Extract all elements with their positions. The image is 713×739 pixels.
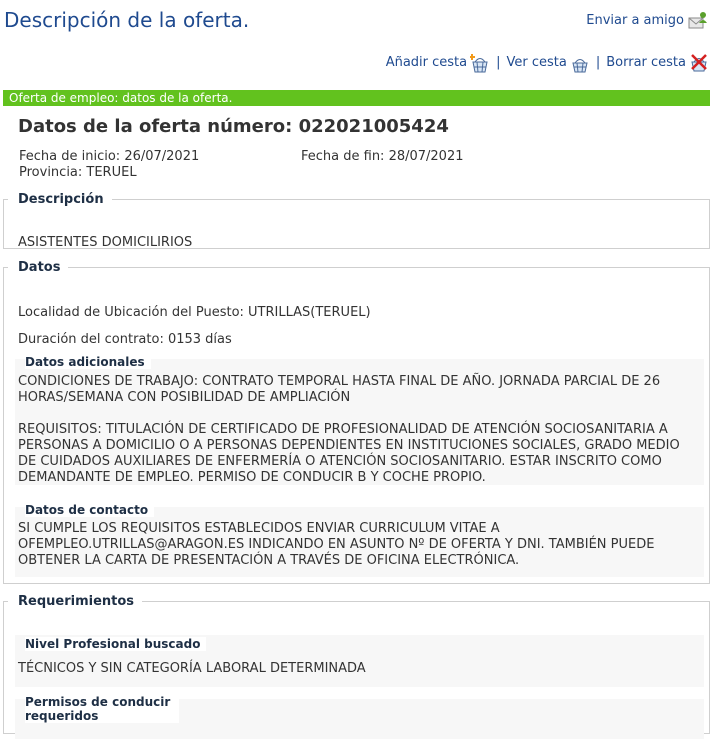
datos-adicionales-label: Datos adicionales	[25, 355, 151, 369]
clear-cart-link[interactable]: Borrar cesta	[606, 54, 686, 70]
datos-adicionales-panel	[15, 355, 704, 485]
localidad-text: Localidad de Ubicación del Puesto: UTRILLAS(TERUEL)	[18, 305, 371, 320]
cart-toolbar	[386, 52, 709, 72]
add-cart-link[interactable]: Añadir cesta	[385, 54, 468, 70]
cart-separator: |	[496, 54, 501, 70]
datos-contacto-label: Datos de contacto	[25, 503, 154, 517]
page-title: Descripción de la oferta.	[4, 8, 250, 32]
requerimientos-panel	[3, 594, 710, 734]
clear-cart-item[interactable]	[606, 52, 709, 72]
start-date: Fecha de inicio: 26/07/2021	[19, 149, 200, 164]
datos-panel	[3, 260, 710, 584]
datos-contacto-panel	[15, 503, 704, 577]
view-cart-icon[interactable]	[570, 52, 590, 72]
descripcion-panel	[3, 192, 710, 249]
duracion-text: Duración del contrato: 0153 días	[18, 332, 232, 347]
nivel-profesional-label: Nivel Profesional buscado	[25, 637, 206, 651]
send-to-friend[interactable]	[586, 10, 708, 30]
section-bar: Oferta de empleo: datos de la oferta.	[3, 90, 710, 106]
datos-adicionales-text: CONDICIONES DE TRABAJO: CONTRATO TEMPORAL HASTA FINAL DE AÑO. JORNADA PARCIAL DE 26 HORAS/SEMANA CON POSIBILIDAD DE AMPLIACIÓN REQUISITOS: TITULACIÓN DE CERTIFICADO DE PROFESIONALIDAD DE ATENCIÓN SOCIOSANITARIA A PERSONAS A DOMICILIO O A PERSONAS DEPENDIENTES EN INSTITUCIONES SOCIALES, GRADO MEDIO DE CUIDADOS AUXILIARES DE ENFERMERÍA O ATENCIÓN SOCIOSANITARIO. ESTAR INSCRITO COMO DEMANDANTE DE EMPLEO. PERMISO DE CONDUCIR B Y COCHE PROPIO.	[18, 374, 680, 485]
clear-cart-icon[interactable]	[689, 52, 709, 72]
datos-contacto-text: SI CUMPLE LOS REQUISITOS ESTABLECIDOS ENVIAR CURRICULUM VITAE A OFEMPLEO.UTRILLAS@ARAGON.ES INDICANDO EN ASUNTO Nº DE OFERTA Y DNI. TAMBIÉN PUEDE OBTENER LA CARTA DE PRESENTACIÓN A TRAVÉS DE OFICINA ELECTRÓNICA.	[18, 521, 655, 568]
province: Provincia: TERUEL	[19, 165, 137, 180]
view-cart-item[interactable]	[507, 52, 590, 72]
requerimientos-legend: Requerimientos	[18, 594, 135, 609]
nivel-profesional-text: TÉCNICOS Y SIN CATEGORÍA LABORAL DETERMINADA	[18, 661, 366, 676]
envelope-person-icon[interactable]	[688, 10, 708, 30]
permisos-conducir-panel	[15, 695, 704, 739]
permisos-conducir-label: Permisos de conducir requeridos	[25, 695, 179, 723]
view-cart-link[interactable]: Ver cesta	[506, 54, 567, 70]
descripcion-text: ASISTENTES DOMICILIRIOS	[18, 235, 193, 250]
nivel-profesional-panel	[15, 635, 704, 687]
cart-separator: |	[595, 54, 601, 70]
descripcion-legend: Descripción	[18, 192, 104, 207]
add-cart-icon[interactable]	[470, 52, 490, 72]
end-date: Fecha de fin: 28/07/2021	[301, 149, 464, 164]
add-cart-item[interactable]	[386, 52, 490, 72]
datos-legend: Datos	[18, 260, 61, 275]
offer-title: Datos de la oferta número: 022021005424	[18, 116, 449, 137]
send-to-friend-link[interactable]: Enviar a amigo	[586, 12, 684, 28]
